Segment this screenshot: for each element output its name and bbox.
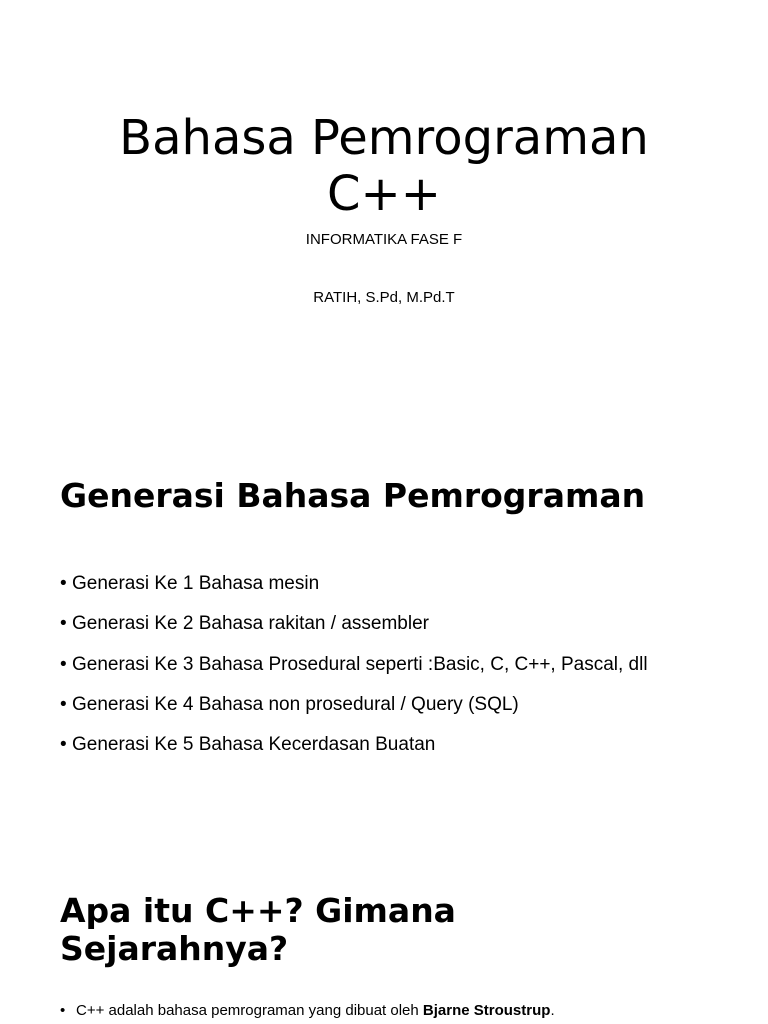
generations-list [60, 570, 648, 771]
bullet-icon: • [60, 734, 67, 756]
slide-heading: Generasi Bahasa Pemrograman [60, 476, 646, 515]
bullet-icon: • [60, 613, 67, 635]
list-item [60, 570, 648, 610]
list-item [60, 731, 648, 771]
bullet-icon: • [60, 653, 67, 675]
bullet-bold-name: Bjarne Stroustrup [422, 1002, 551, 1019]
subtitle-subject: INFORMATIKA FASE F [305, 231, 463, 248]
heading-line-2: Sejarahnya? [60, 929, 289, 968]
title-slide [0, 0, 768, 420]
bullet-end: . [550, 1002, 555, 1019]
list-item [60, 691, 648, 731]
cpp-history-slide [0, 840, 768, 1024]
bullet-icon: • [60, 693, 67, 715]
list-item [60, 1002, 555, 1019]
bullet-text: C++ adalah bahasa pemrograman yang dibuat oleh [76, 1002, 423, 1019]
title-line-2: C++ [327, 166, 441, 222]
presentation-title [0, 110, 768, 222]
list-item [60, 610, 648, 650]
list-item-text: Generasi Ke 1 Bahasa mesin [72, 573, 320, 594]
list-item-text: Generasi Ke 5 Bahasa Kecerdasan Buatan [72, 734, 436, 756]
bullet-icon: • [60, 1002, 66, 1019]
list-item [60, 651, 648, 691]
bullet-icon: • [60, 573, 67, 594]
generations-slide [0, 420, 768, 840]
list-item-text: Generasi Ke 4 Bahasa non prosedural / Query (SQL) [72, 693, 519, 715]
list-item-text: Generasi Ke 2 Bahasa rakitan / assembler [72, 613, 429, 635]
subtitle-author: RATIH, S.Pd, M.Pd.T [313, 289, 455, 306]
heading-line-1: Apa itu C++? Gimana [60, 891, 456, 930]
list-item-text: Generasi Ke 3 Bahasa Prosedural seperti :Basic, C, C++, Pascal, dll [72, 653, 648, 675]
title-line-1: Bahasa Pemrograman [119, 110, 649, 166]
slide-heading [60, 892, 728, 968]
